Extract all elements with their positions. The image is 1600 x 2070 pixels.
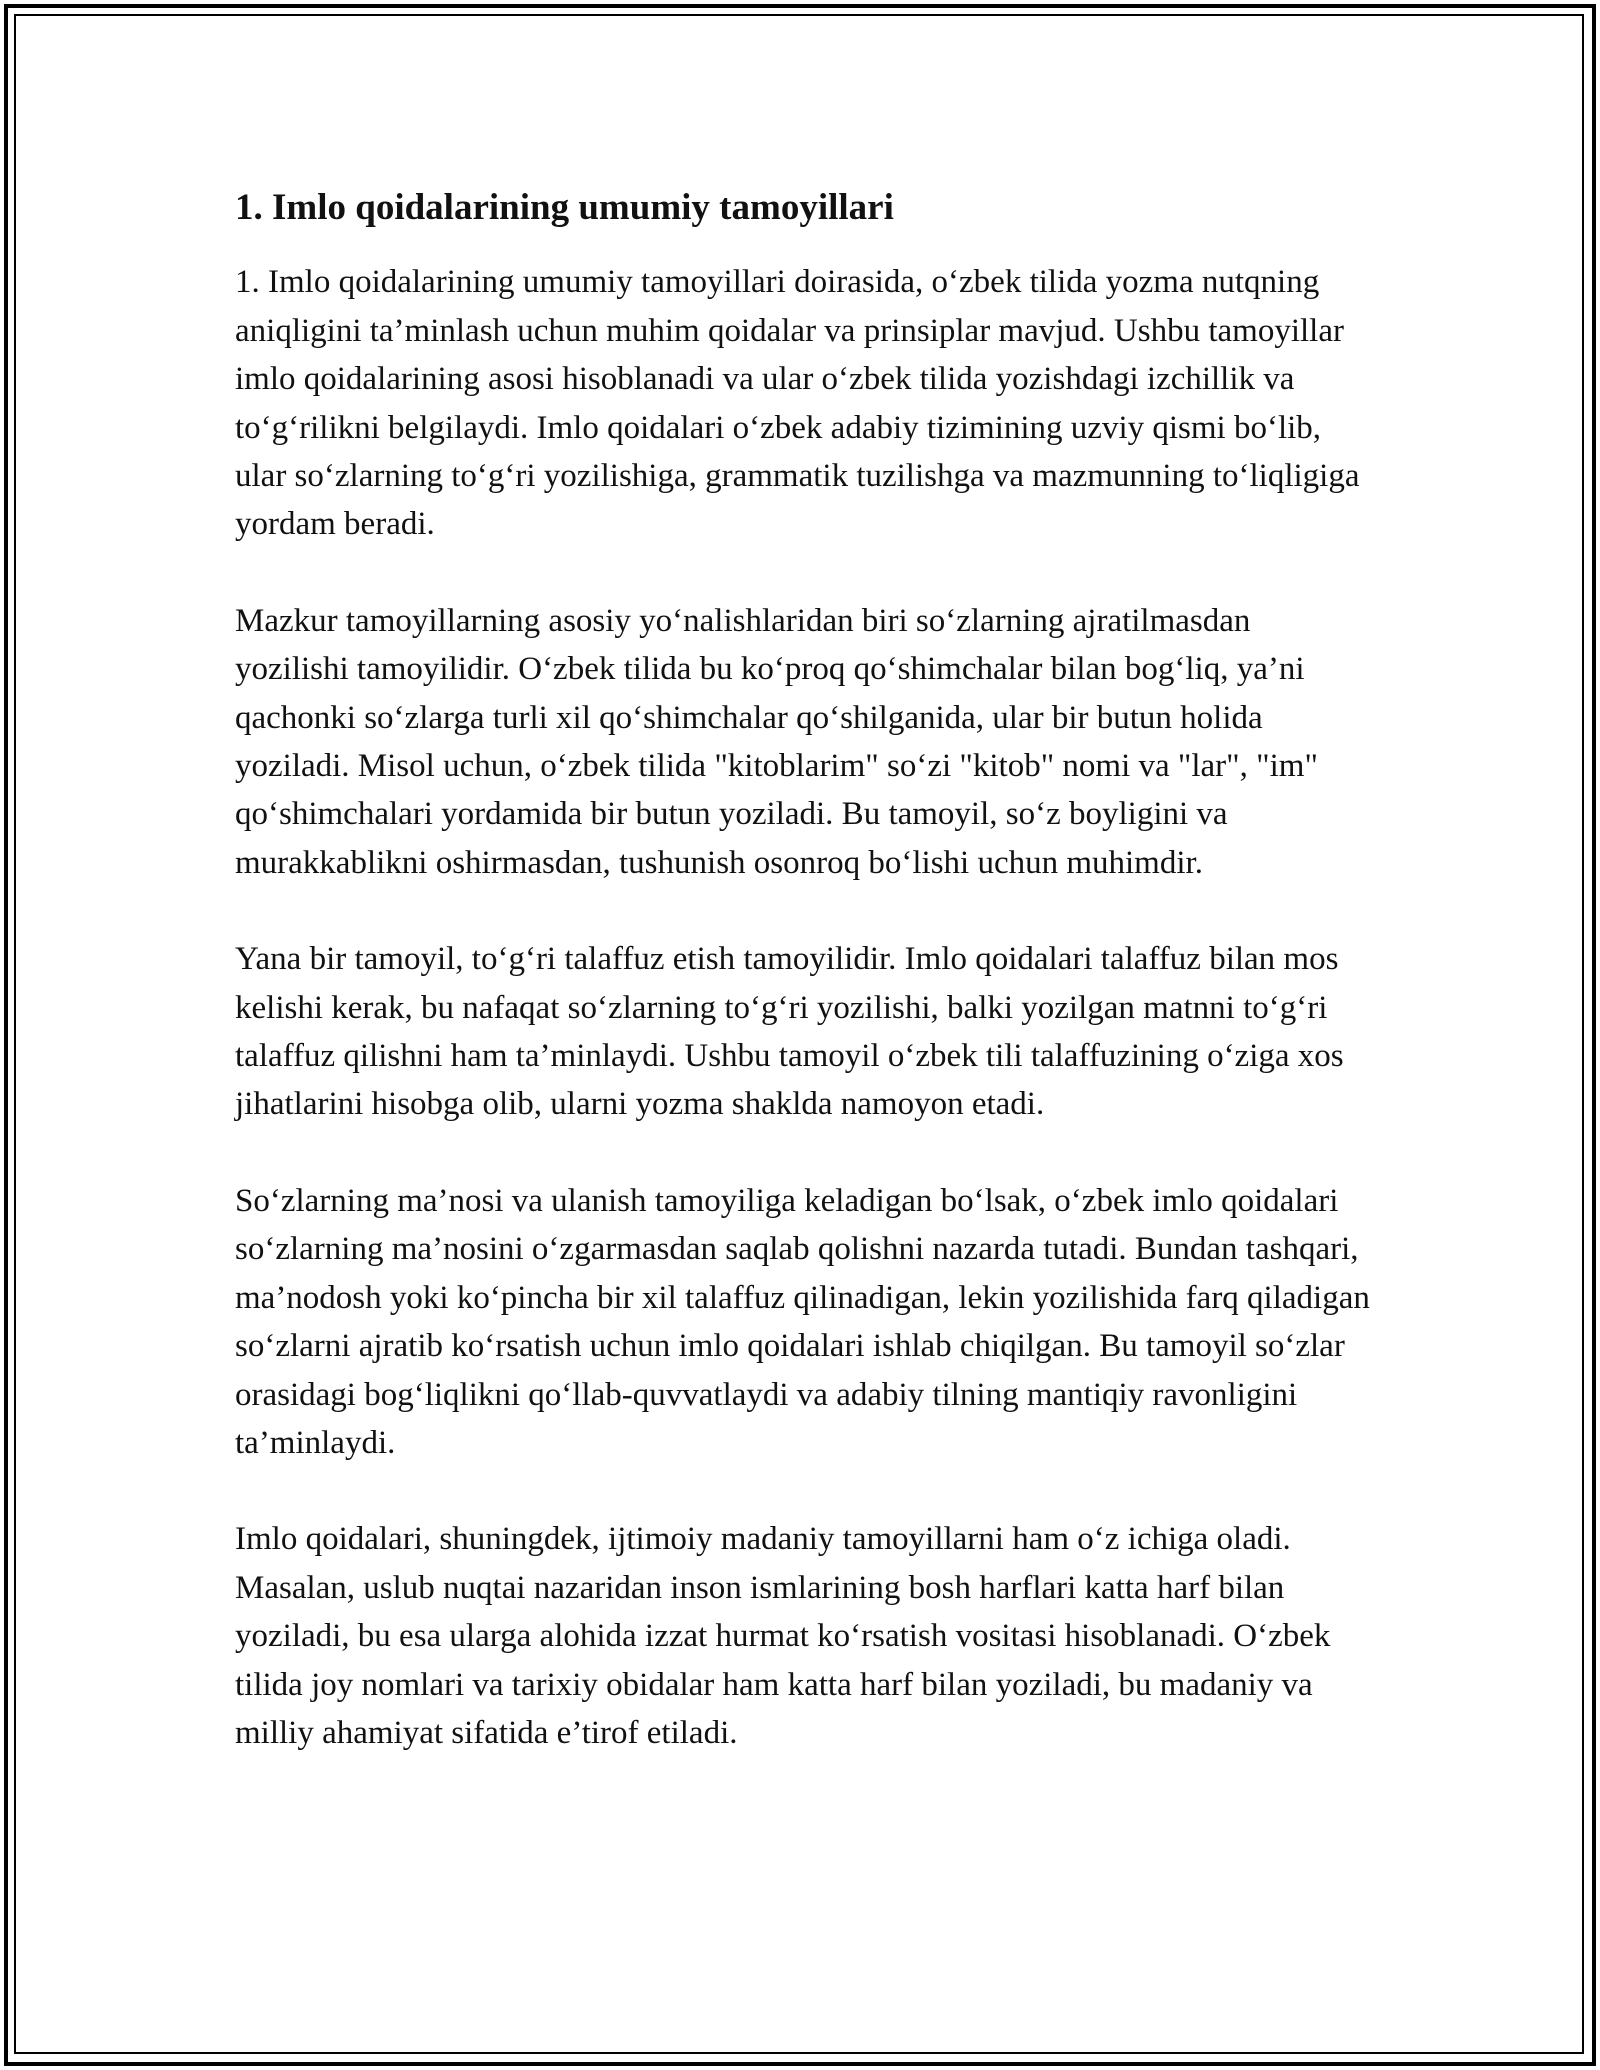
section-heading: 1. Imlo qoidalarining umumiy tamoyillari bbox=[235, 187, 894, 228]
paragraph-5: Imlo qoidalari, shuningdek, ijtimoiy madaniy tamoyillarni ham o‘z ichiga oladi. Masalan, uslub nuqtai nazaridan inson ismlarining bosh harflari katta harf bilan yoziladi, bu esa ularga alohida izzat hurmat ko‘rsatish vositasi hisoblanadi. O‘zbek tilida joy nomlari va tarixiy obidalar ham katta harf bilan yoziladi, bu madaniy va milliy ahamiyat sifatida e’tirof etiladi. bbox=[235, 1521, 1331, 1751]
paragraph-4: So‘zlarning ma’nosi va ulanish tamoyiliga keladigan bo‘lsak, o‘zbek imlo qoidalari so‘zlarning ma’nosini o‘zgarmasdan saqlab qolishni nazarda tutadi. Bundan tashqari, ma’nodosh yoki ko‘pincha bir xil talaffuz qilinadigan, lekin yozilishida farq qiladigan so‘zlarni ajratib ko‘rsatish uchun imlo qoidalari ishlab chiqilgan. Bu tamoyil so‘zlar orasidagi bog‘liqlikni qo‘llab-quvvatlaydi va adabiy tilning mantiqiy ravonligini ta’minlaydi. bbox=[235, 1182, 1370, 1461]
paragraph-2: Mazkur tamoyillarning asosiy yo‘nalishlaridan biri so‘zlarning ajratilmasdan yozilishi tamoyilidir. O‘zbek tilida bu ko‘proq qo‘shimchalar bilan bog‘liq, ya’ni qachonki so‘zlarga turli xil qo‘shimchalar qo‘shilganida, ular bir butun holida yoziladi. Misol uchun, o‘zbek tilida "kitoblarim" so‘zi "kitob" nomi va "lar", "im" qo‘shimchalari yordamida bir butun yoziladi. Bu tamoyil, so‘z boyligini va murakkablikni oshirmasdan, tushunish osonroq bo‘lishi uchun muhimdir. bbox=[235, 602, 1318, 881]
paragraph-1: 1. Imlo qoidalarining umumiy tamoyillari doirasida, o‘zbek tilida yozma nutqning aniqligini ta’minlash uchun muhim qoidalar va prinsiplar mavjud. Ushbu tamoyillar imlo qoidalarining asosi hisoblanadi va ular o‘zbek tilida yozishdagi izchillik va to‘g‘rilikni belgilaydi. Imlo qoidalari o‘zbek adabiy tizimining uzviy qismi bo‘lib, ular so‘zlarning to‘g‘ri yozilishiga, grammatik tuzilishga va mazmunning to‘liqligiga yordam beradi. bbox=[235, 264, 1360, 543]
document-body bbox=[235, 186, 1370, 1805]
paragraph-3: Yana bir tamoyil, to‘g‘ri talaffuz etish tamoyilidir. Imlo qoidalari talaffuz bilan mos kelishi kerak, bu nafaqat so‘zlarning to‘g‘ri yozilishi, balki yozilgan matnni to‘g‘ri talaffuz qilishni ham ta’minlaydi. Ushbu tamoyil o‘zbek tili talaffuzining o‘ziga xos jihatlarini hisobga olib, ularni yozma shaklda namoyon etadi. bbox=[235, 941, 1344, 1123]
